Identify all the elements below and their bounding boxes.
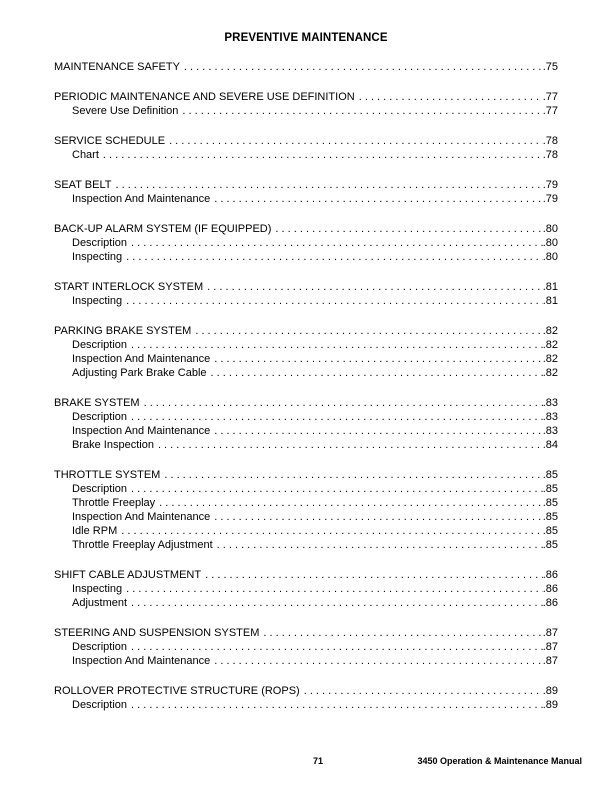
dot-leader <box>263 626 542 640</box>
dot-leader <box>126 250 543 264</box>
dot-leader <box>304 684 543 698</box>
dot-leader <box>131 338 543 352</box>
toc-subentry-page: .79 <box>542 193 558 205</box>
toc-entry-label: SERVICE SCHEDULE <box>54 135 166 147</box>
dot-leader <box>207 280 543 294</box>
toc-entry-label: BACK-UP ALARM SYSTEM (IF EQUIPPED) <box>54 223 272 235</box>
toc-section <box>54 90 558 118</box>
dot-leader <box>214 654 542 668</box>
toc-section <box>54 396 558 452</box>
dot-leader <box>214 510 542 524</box>
toc-subentry-label: Description <box>72 699 128 711</box>
toc-entry-label: MAINTENANCE SAFETY <box>54 61 180 73</box>
toc-subentry[interactable] <box>54 294 558 308</box>
toc-subentry-page: .86 <box>542 597 558 609</box>
toc-subentry-label: Inspection And Maintenance <box>72 425 211 437</box>
toc-subentry[interactable] <box>54 192 558 206</box>
toc-entry[interactable] <box>54 134 558 148</box>
dot-leader <box>158 438 543 452</box>
dot-leader <box>169 134 543 148</box>
toc-subentry-label: Inspection And Maintenance <box>72 511 211 523</box>
toc-subentry-page: .85 <box>542 539 558 551</box>
footer-manual-title: 3450 Operation & Maintenance Manual <box>417 756 582 766</box>
dot-leader <box>131 410 543 424</box>
dot-leader <box>131 482 543 496</box>
toc-entry[interactable] <box>54 178 558 192</box>
toc-entry-page: .86 <box>542 569 558 581</box>
toc-section <box>54 280 558 308</box>
dot-leader <box>131 640 543 654</box>
toc-entry-label: PERIODIC MAINTENANCE AND SEVERE USE DEFINITION <box>54 91 355 103</box>
dot-leader <box>214 352 542 366</box>
toc-subentry-page: .89 <box>542 699 558 711</box>
dot-leader <box>217 538 543 552</box>
dot-leader <box>159 496 543 510</box>
toc-subentry-page: .85 <box>542 525 558 537</box>
toc-entry-label: BRAKE SYSTEM <box>54 397 140 409</box>
toc-entry-page: .83 <box>542 397 558 409</box>
toc-entry-label: START INTERLOCK SYSTEM <box>54 281 204 293</box>
toc-subentry[interactable] <box>54 582 558 596</box>
toc-subentry[interactable] <box>54 366 558 380</box>
toc-entry[interactable] <box>54 626 558 640</box>
dot-leader <box>182 104 542 118</box>
toc-entry-label: STEERING AND SUSPENSION SYSTEM <box>54 627 260 639</box>
toc-entry-label: THROTTLE SYSTEM <box>54 469 161 481</box>
toc-section <box>54 684 558 712</box>
toc-subentry-label: Adjusting Park Brake Cable <box>72 367 207 379</box>
page-title: PREVENTIVE MAINTENANCE <box>224 32 388 44</box>
toc-subentry-label: Throttle Freeplay <box>72 497 156 509</box>
dot-leader <box>164 468 542 482</box>
dot-leader <box>144 396 543 410</box>
toc-subentry-page: .87 <box>542 641 558 653</box>
toc-subentry-page: .77 <box>542 105 558 117</box>
dot-leader <box>131 698 543 712</box>
toc-entry[interactable] <box>54 468 558 482</box>
toc-subentry[interactable] <box>54 438 558 452</box>
toc-subentry-label: Description <box>72 237 128 249</box>
toc-subentry-page: .81 <box>542 295 558 307</box>
toc-subentry[interactable] <box>54 510 558 524</box>
toc-subentry[interactable] <box>54 496 558 510</box>
toc-subentry-label: Inspection And Maintenance <box>72 353 211 365</box>
toc-subentry[interactable] <box>54 596 558 610</box>
toc-section <box>54 60 558 74</box>
toc-subentry[interactable] <box>54 640 558 654</box>
toc-subentry[interactable] <box>54 698 558 712</box>
toc-subentry-label: Inspecting <box>72 251 123 263</box>
toc-subentry-label: Idle RPM <box>72 525 118 537</box>
toc-entry-label: SHIFT CABLE ADJUSTMENT <box>54 569 202 581</box>
toc-subentry-label: Description <box>72 339 128 351</box>
toc-subentry-page: .82 <box>542 339 558 351</box>
toc-subentry-page: .82 <box>542 367 558 379</box>
toc-subentry-page: .86 <box>542 583 558 595</box>
toc-subentry[interactable] <box>54 524 558 538</box>
toc-subentry-page: .85 <box>542 483 558 495</box>
toc-subentry-label: Description <box>72 411 128 423</box>
toc-subentry[interactable] <box>54 654 558 668</box>
dot-leader <box>359 90 543 104</box>
toc-subentry-label: Throttle Freeplay Adjustment <box>72 539 213 551</box>
toc-entry-page: .82 <box>542 325 558 337</box>
toc-subentry[interactable] <box>54 410 558 424</box>
toc-subentry-page: .85 <box>542 497 558 509</box>
toc-subentry-page: .85 <box>542 511 558 523</box>
dot-leader <box>184 60 543 74</box>
toc-subentry-page: .80 <box>542 237 558 249</box>
toc-section <box>54 626 558 668</box>
toc-subentry-label: Inspection And Maintenance <box>72 193 211 205</box>
toc-subentry[interactable] <box>54 104 558 118</box>
toc-entry[interactable] <box>54 60 558 74</box>
dot-leader <box>214 424 542 438</box>
dot-leader <box>131 596 543 610</box>
toc-subentry-page: .87 <box>542 655 558 667</box>
toc-entry-page: .80 <box>542 223 558 235</box>
toc-entry-page: .79 <box>542 179 558 191</box>
toc-subentry[interactable] <box>54 482 558 496</box>
footer-page-number: 71 <box>313 756 324 766</box>
dot-leader <box>195 324 542 338</box>
toc-subentry[interactable] <box>54 338 558 352</box>
toc-entry[interactable] <box>54 280 558 294</box>
toc-subentry[interactable] <box>54 424 558 438</box>
toc-entry[interactable] <box>54 568 558 582</box>
toc-section <box>54 222 558 264</box>
toc-entry-page: .77 <box>542 91 558 103</box>
toc-entry-page: .85 <box>542 469 558 481</box>
toc-section <box>54 134 558 162</box>
dot-leader <box>121 524 542 538</box>
toc-subentry-page: .83 <box>542 425 558 437</box>
toc-subentry-page: .83 <box>542 411 558 423</box>
dot-leader <box>126 294 543 308</box>
toc-subentry-page: .82 <box>542 353 558 365</box>
dot-leader <box>205 568 543 582</box>
toc-entry-label: SEAT BELT <box>54 179 112 191</box>
toc-subentry-label: Description <box>72 483 128 495</box>
toc-subentry-label: Chart <box>72 149 99 161</box>
toc-subentry-page: .80 <box>542 251 558 263</box>
toc-subentry-page: .84 <box>542 439 558 451</box>
toc-subentry-page: .78 <box>542 149 558 161</box>
toc-section <box>54 178 558 206</box>
toc-subentry-label: Severe Use Definition <box>72 105 179 117</box>
toc-entry[interactable] <box>54 396 558 410</box>
toc-entry[interactable] <box>54 324 558 338</box>
toc-subentry[interactable] <box>54 236 558 250</box>
dot-leader <box>115 178 542 192</box>
toc-entry-label: ROLLOVER PROTECTIVE STRUCTURE (ROPS) <box>54 685 300 697</box>
toc-entry-label: PARKING BRAKE SYSTEM <box>54 325 192 337</box>
toc-entry-page: .81 <box>542 281 558 293</box>
dot-leader <box>214 192 542 206</box>
dot-leader <box>211 366 543 380</box>
toc-entry[interactable] <box>54 222 558 236</box>
toc-entry-page: .89 <box>542 685 558 697</box>
table-of-contents <box>54 60 558 728</box>
dot-leader <box>131 236 543 250</box>
dot-leader <box>103 148 543 162</box>
toc-section <box>54 468 558 552</box>
toc-entry-page: .78 <box>542 135 558 147</box>
toc-subentry[interactable] <box>54 538 558 552</box>
toc-subentry-label: Description <box>72 641 128 653</box>
toc-subentry[interactable] <box>54 148 558 162</box>
toc-subentry[interactable] <box>54 352 558 366</box>
dot-leader <box>275 222 542 236</box>
toc-subentry-label: Inspecting <box>72 583 123 595</box>
toc-entry-page: .87 <box>542 627 558 639</box>
toc-entry-page: .75 <box>542 61 558 73</box>
toc-entry[interactable] <box>54 684 558 698</box>
toc-section <box>54 324 558 380</box>
toc-subentry-label: Inspection And Maintenance <box>72 655 211 667</box>
toc-subentry-label: Adjustment <box>72 597 128 609</box>
toc-entry[interactable] <box>54 90 558 104</box>
toc-subentry[interactable] <box>54 250 558 264</box>
dot-leader <box>126 582 543 596</box>
toc-subentry-label: Inspecting <box>72 295 123 307</box>
toc-section <box>54 568 558 610</box>
toc-subentry-label: Brake Inspection <box>72 439 154 451</box>
